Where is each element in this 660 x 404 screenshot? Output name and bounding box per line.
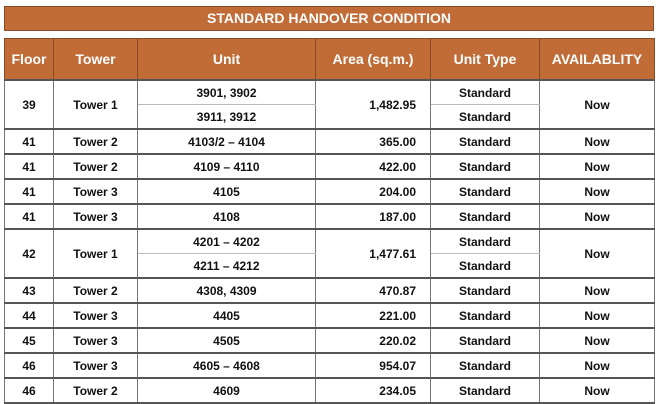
cell-availability: Now	[540, 80, 655, 129]
cell-availability: Now	[540, 129, 655, 154]
cell-tower: Tower 3	[54, 204, 138, 229]
cell-unit: 4105	[138, 179, 316, 204]
table-row	[5, 179, 655, 204]
cell-floor: 46	[5, 353, 54, 378]
cell-tower: Tower 3	[54, 303, 138, 328]
cell-floor: 43	[5, 278, 54, 303]
cell-unit-type: Standard	[431, 328, 540, 353]
cell-area: 204.00	[316, 179, 431, 204]
header-row	[5, 39, 655, 81]
cell-availability: Now	[540, 278, 655, 303]
cell-availability: Now	[540, 378, 655, 403]
table-title: STANDARD HANDOVER CONDITION	[4, 6, 654, 31]
table-body	[5, 80, 655, 403]
cell-area: 221.00	[316, 303, 431, 328]
cell-unit: 4108	[138, 204, 316, 229]
cell-tower: Tower 2	[54, 129, 138, 154]
table-row	[5, 154, 655, 179]
cell-floor: 41	[5, 154, 54, 179]
cell-unit-type: Standard	[431, 254, 540, 279]
table-row	[5, 328, 655, 353]
cell-unit-type: Standard	[431, 378, 540, 403]
table-row	[5, 80, 655, 105]
cell-unit-type: Standard	[431, 179, 540, 204]
cell-availability: Now	[540, 353, 655, 378]
cell-unit-type: Standard	[431, 278, 540, 303]
table-row	[5, 378, 655, 403]
cell-unit: 4211 – 4212	[138, 254, 316, 279]
cell-area: 187.00	[316, 204, 431, 229]
cell-unit: 4109 – 4110	[138, 154, 316, 179]
cell-area: 220.02	[316, 328, 431, 353]
cell-unit-type: Standard	[431, 80, 540, 105]
cell-unit-type: Standard	[431, 204, 540, 229]
cell-unit-type: Standard	[431, 229, 540, 254]
cell-tower: Tower 3	[54, 328, 138, 353]
cell-area: 1,477.61	[316, 229, 431, 278]
cell-floor: 44	[5, 303, 54, 328]
cell-floor: 46	[5, 378, 54, 403]
cell-unit: 4505	[138, 328, 316, 353]
cell-availability: Now	[540, 179, 655, 204]
table-row	[5, 229, 655, 254]
cell-availability: Now	[540, 229, 655, 278]
header-tower: Tower	[54, 39, 138, 81]
cell-unit: 3911, 3912	[138, 105, 316, 130]
cell-unit: 4308, 4309	[138, 278, 316, 303]
cell-availability: Now	[540, 303, 655, 328]
table-row	[5, 129, 655, 154]
cell-unit-type: Standard	[431, 154, 540, 179]
cell-tower: Tower 2	[54, 154, 138, 179]
cell-unit-type: Standard	[431, 105, 540, 130]
cell-area: 954.07	[316, 353, 431, 378]
cell-floor: 41	[5, 179, 54, 204]
cell-floor: 39	[5, 80, 54, 129]
table-row	[5, 278, 655, 303]
cell-tower: Tower 2	[54, 278, 138, 303]
cell-tower: Tower 1	[54, 80, 138, 129]
cell-unit: 3901, 3902	[138, 80, 316, 105]
cell-unit-type: Standard	[431, 303, 540, 328]
table-row	[5, 303, 655, 328]
cell-area: 234.05	[316, 378, 431, 403]
cell-availability: Now	[540, 328, 655, 353]
cell-unit: 4609	[138, 378, 316, 403]
cell-unit: 4103/2 – 4104	[138, 129, 316, 154]
cell-availability: Now	[540, 204, 655, 229]
header-area: Area (sq.m.)	[316, 39, 431, 81]
cell-floor: 45	[5, 328, 54, 353]
cell-unit: 4201 – 4202	[138, 229, 316, 254]
cell-area: 1,482.95	[316, 80, 431, 129]
cell-unit: 4605 – 4608	[138, 353, 316, 378]
cell-area: 470.87	[316, 278, 431, 303]
handover-table	[4, 38, 655, 404]
cell-area: 422.00	[316, 154, 431, 179]
cell-tower: Tower 2	[54, 378, 138, 403]
cell-tower: Tower 3	[54, 353, 138, 378]
cell-unit: 4405	[138, 303, 316, 328]
header-unit: Unit	[138, 39, 316, 81]
header-availability: AVAILABLITY	[540, 39, 655, 81]
header-unit-type: Unit Type	[431, 39, 540, 81]
cell-tower: Tower 1	[54, 229, 138, 278]
cell-area: 365.00	[316, 129, 431, 154]
cell-unit-type: Standard	[431, 353, 540, 378]
cell-floor: 41	[5, 204, 54, 229]
cell-unit-type: Standard	[431, 129, 540, 154]
cell-floor: 41	[5, 129, 54, 154]
cell-floor: 42	[5, 229, 54, 278]
cell-tower: Tower 3	[54, 179, 138, 204]
table-row	[5, 204, 655, 229]
table-row	[5, 353, 655, 378]
cell-availability: Now	[540, 154, 655, 179]
header-floor: Floor	[5, 39, 54, 81]
